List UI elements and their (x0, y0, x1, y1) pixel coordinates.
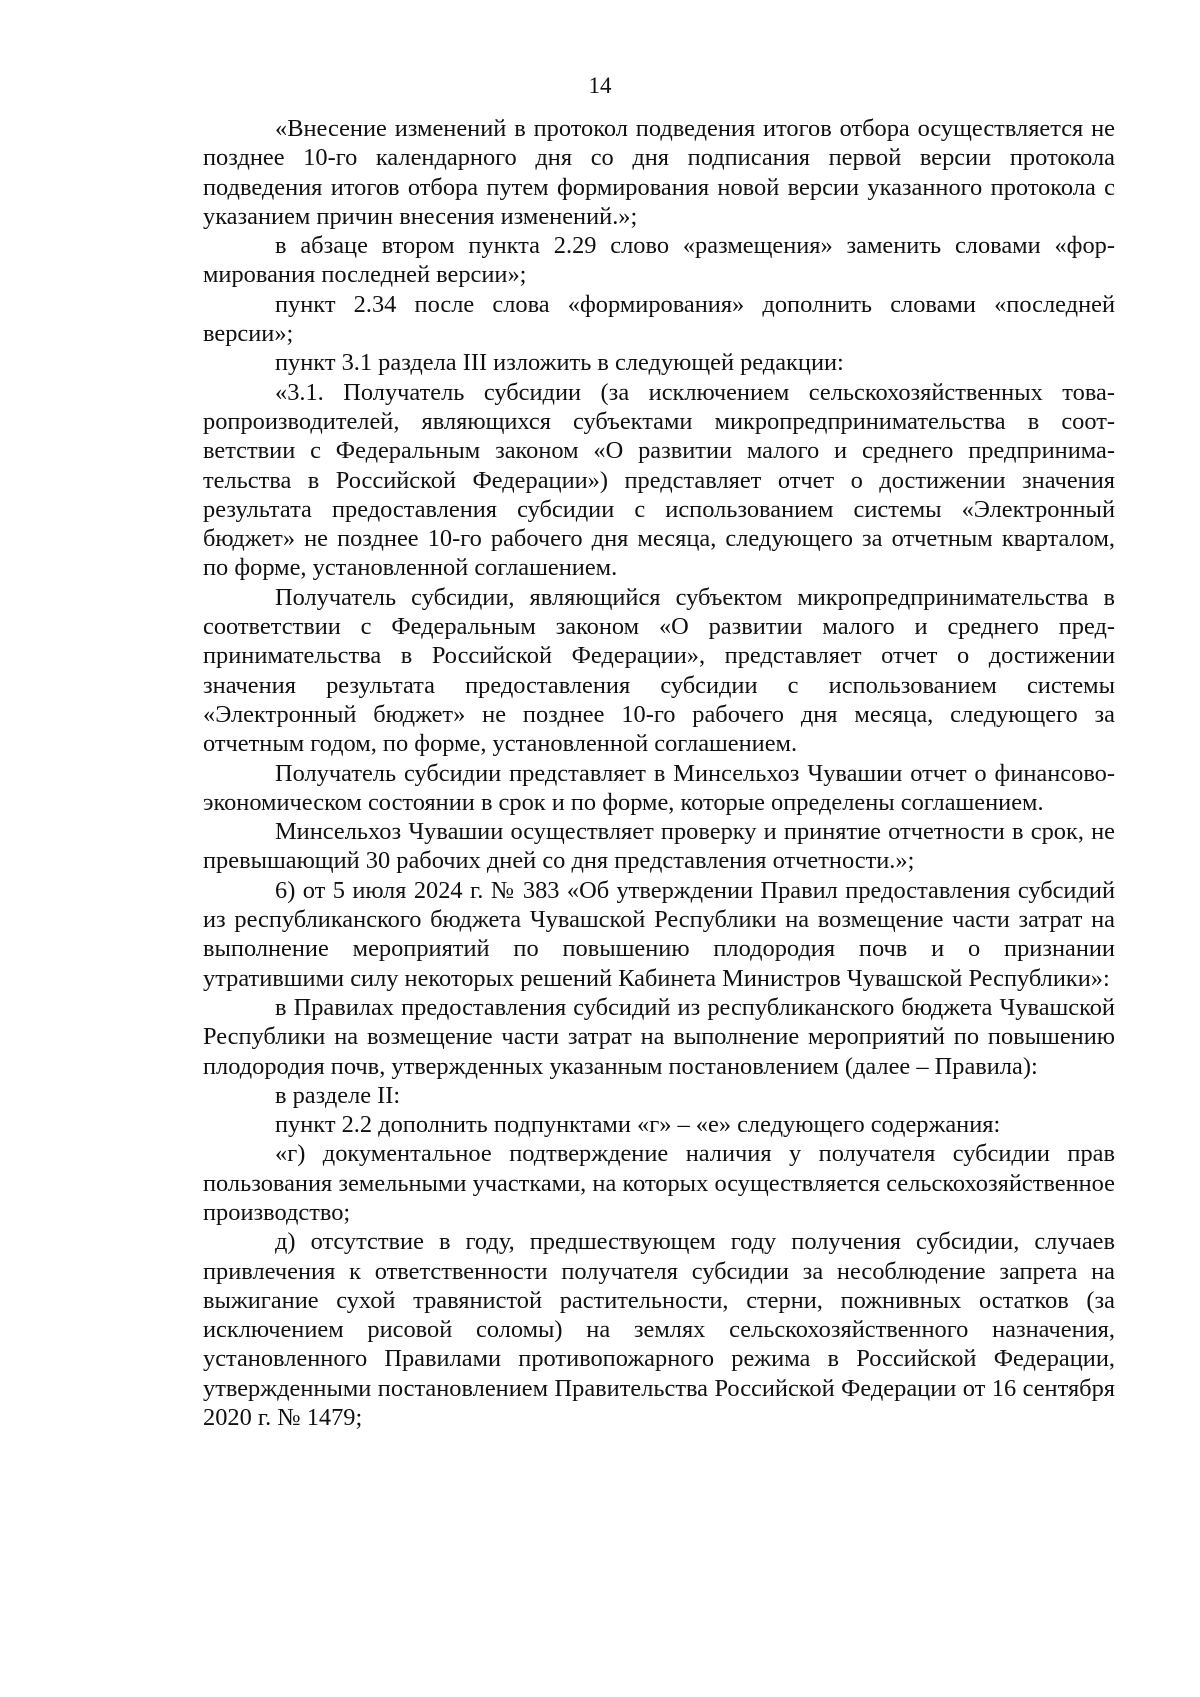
paragraph: пункт 2.2 дополнить подпунктами «г» – «е» следующего содержания: (275, 1111, 1001, 1139)
paragraph: Минсельхоз Чувашии осуществляет проверку и принятие отчетности в срок, не превышающий 30 рабочих дней со дня представления отчетности.»; (203, 818, 1115, 875)
paragraph: д) отсутствие в году, предшествующем году получения субсидии, случаев привлечения к ответственности получателя субсидии за несоблюдение запрета на выжигание сухой травянистой растительности, стерни, пожнивных остатков (за исключением рисовой соломы) на землях сельскохозяйственного назначения, установленного Правилами противопожарного режима в Российской Федерации, утвержденными постановлением Правительства Российской Федерации от 16 сентября 2020 г. № 1479; (203, 1228, 1115, 1432)
paragraph: «Внесение изменений в протокол подведения итогов отбора осуществляется не позднее 10-го календарного дня со дня подписания первой версии протокола подведения итогов отбора путем формирования новой версии указанного протокола с указанием причин внесения изменений.»; (203, 115, 1115, 230)
paragraph: Получатель субсидии, являющийся субъектом микропредпринимательства в соответствии с Федеральным законом «О развитии малого и среднего предпринимательства в Российской Федерации», представляет отчет о достижении значения результата предоставления субсидии с использованием системы «Электронный бюджет» не позднее 10-го рабочего дня месяца, следующего за отчетным годом, по форме, установленной соглашением. (203, 583, 1115, 758)
paragraph: Получатель субсидии представляет в Минсельхоз Чувашии отчет о финансово-экономическом состоянии в срок и по форме, которые определены соглашением. (203, 759, 1115, 816)
document-body (203, 114, 1115, 1432)
paragraph: в абзаце втором пункта 2.29 слово «размещения» заменить словами «формирования последней версии»; (203, 232, 1115, 289)
paragraph: «3.1. Получатель субсидии (за исключением сельскохозяйственных товаропроизводителей, являющихся субъектами микропредпринимательства в соответствии с Федеральным законом «О развитии малого и среднего предпринимательства в Российской Федерации») представляет отчет о достижении значения результата предоставления субсидии с использованием системы «Электронный бюджет» не позднее 10-го рабочего дня месяца, следующего за отчетным кварталом, по форме, установленной соглашением. (203, 378, 1115, 582)
paragraph: в разделе II: (275, 1081, 401, 1109)
page-number: 14 (588, 73, 612, 98)
paragraph: в Правилах предоставления субсидий из республиканского бюджета Чувашской Республики на возмещение части затрат на выполнение мероприятий по повышению плодородия почв, утвержденных указанным постановлением (далее – Правила): (203, 993, 1115, 1080)
paragraph: пункт 3.1 раздела III изложить в следующей редакции: (275, 349, 844, 377)
paragraph: 6) от 5 июля 2024 г. № 383 «Об утверждении Правил предоставления субсидий из республиканского бюджета Чувашской Республики на возмещение части затрат на выполнение мероприятий по повышению плодородия почв и о признании утратившими силу некоторых решений Кабинета Министров Чувашской Республики»: (203, 876, 1115, 992)
paragraph: пункт 2.34 после слова «формирования» дополнить словами «последней версии»; (203, 290, 1115, 348)
paragraph: «г) документальное подтверждение наличия у получателя субсидии прав пользования земельными участками, на которых осуществляется сельскохозяйственное производство; (203, 1140, 1115, 1226)
